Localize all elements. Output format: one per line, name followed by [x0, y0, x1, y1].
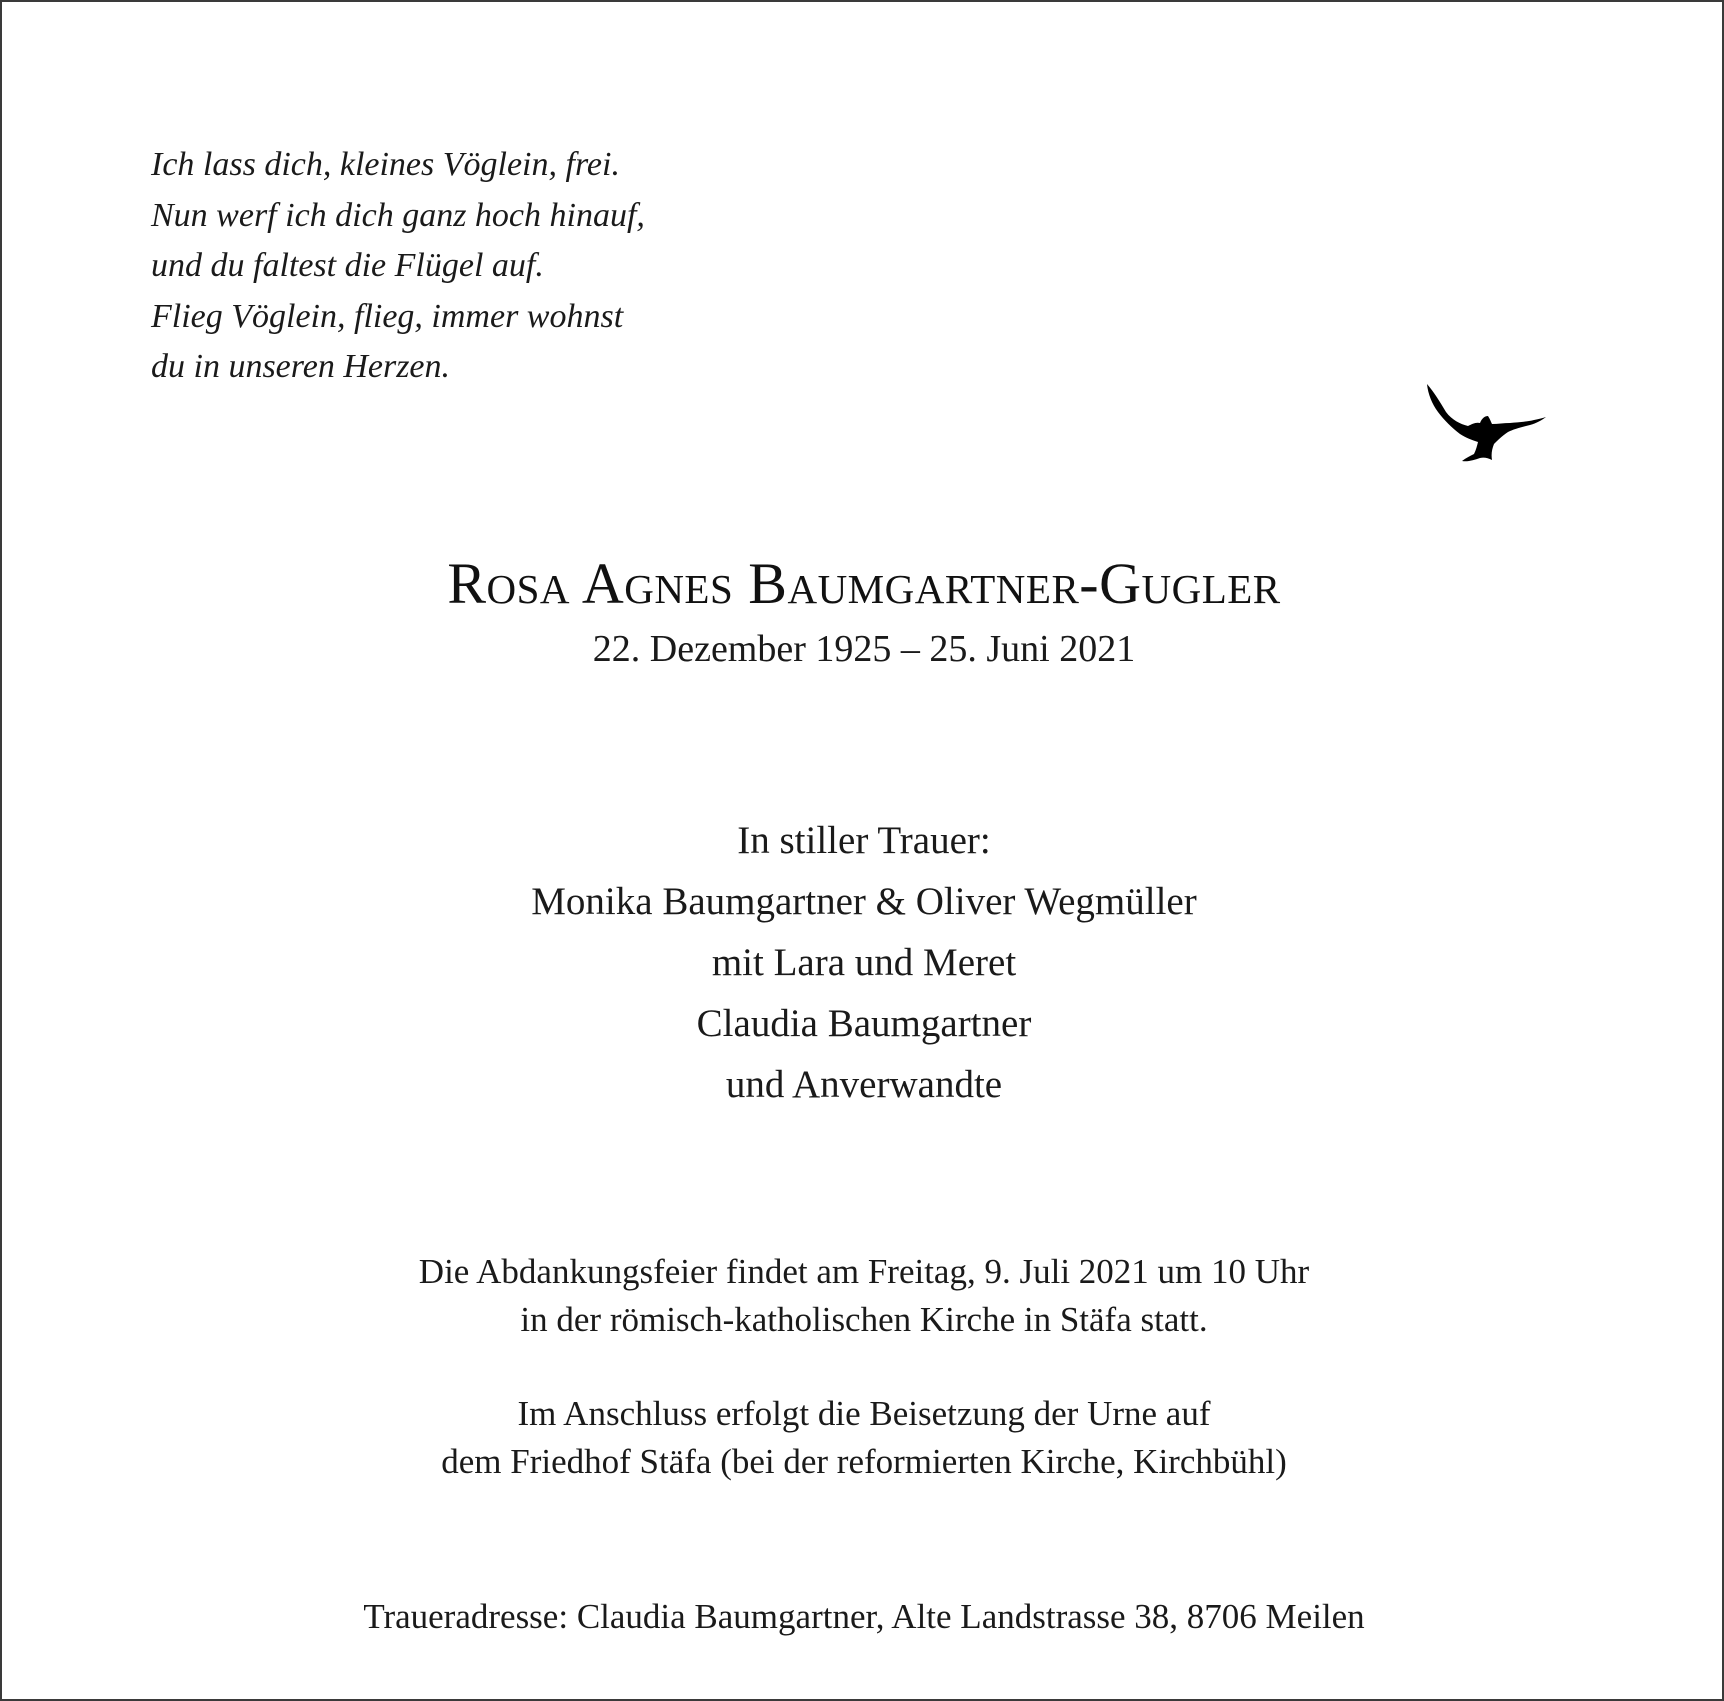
ceremony-line: in der römisch-katholischen Kirche in Stäfa statt. [520, 1300, 1208, 1339]
life-dates: 22. Dezember 1925 – 25. Juni 2021 [592, 628, 1136, 670]
mourner-line: Monika Baumgartner & Oliver Wegmüller [531, 880, 1197, 923]
mourners-heading: In stiller Trauer: [737, 819, 991, 862]
mourner-line: und Anverwandte [725, 1063, 1003, 1106]
poem [151, 140, 645, 393]
burial-line: Im Anschluss erfolgt die Beisetzung der Urne auf [517, 1394, 1211, 1433]
mourning-address: Traueradresse: Claudia Baumgartner, Alte Landstrasse 38, 8706 Meilen [363, 1597, 1365, 1636]
mourner-line: Claudia Baumgartner [696, 1002, 1032, 1045]
poem-line: Nun werf ich dich ganz hoch hinauf, [151, 196, 645, 234]
poem-line: und du faltest die Flügel auf. [151, 247, 544, 284]
poem-line: Ich lass dich, kleines Vöglein, frei. [151, 146, 620, 183]
mourner-line: mit Lara und Meret [711, 941, 1017, 984]
mourners-block [2, 810, 1724, 1115]
burial-info [2, 1390, 1724, 1486]
poem-line: Flieg Vöglein, flieg, immer wohnst [151, 297, 624, 335]
burial-line: dem Friedhof Stäfa (bei der reformierten Kirche, Kirchbühl) [441, 1442, 1287, 1481]
poem-line: du in unseren Herzen. [151, 348, 451, 385]
ceremony-info [2, 1248, 1724, 1344]
bird-silhouette-icon [1422, 382, 1547, 467]
ceremony-line: Die Abdankungsfeier findet am Freitag, 9. Juli 2021 um 10 Uhr [418, 1252, 1310, 1291]
deceased-name: Rosa Agnes Baumgartner-Gugler [447, 551, 1281, 616]
